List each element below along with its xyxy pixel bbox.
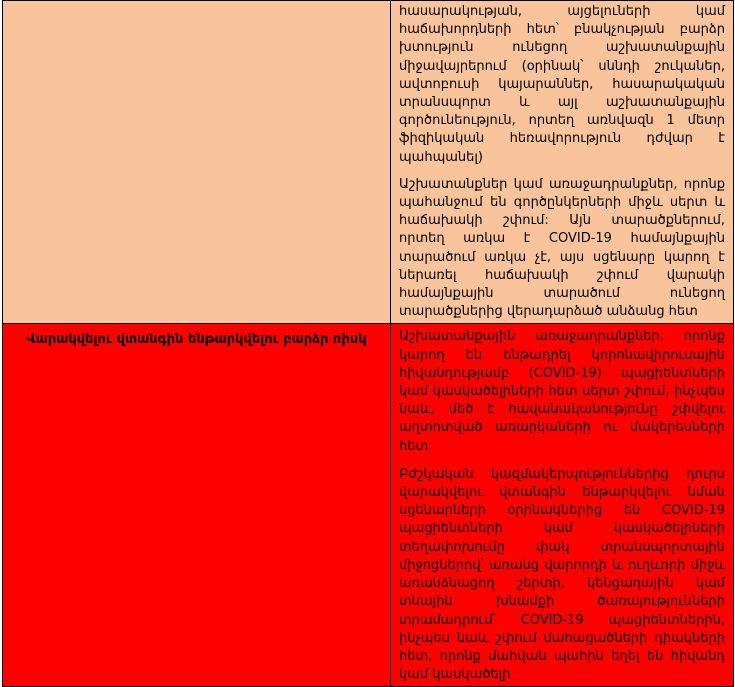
table-row-high-risk [3, 324, 734, 687]
risk-label-cell [3, 324, 391, 687]
risk-level-table [2, 0, 734, 687]
description-paragraph: Աշխատանքներ կամ առաջադրանքներ, որոնք պահանջում են գործընկերների միջև սերտ և հաճախակի շփում: Այն տարածքներում, որտեղ առկա է COVID-19 համայնքային տարածում առկա չէ, այս սցենարը կարող է ներառել հաճախակի շփում վարակի համայնքային տարածում ունեցող տարածքներից վերադարձած անձանց հետ [399, 176, 725, 320]
risk-level-label: Վարակվելու վտանգին ենթարկվելու բարձր ռիսկ [26, 332, 367, 348]
description-paragraph: հասարակության, այցելուների կամ հաճախորդների հետ՝ բնակչության բարձր խտություն ունեցող աշխատանքային միջավայրերում (օրինակ՝ սննդի շուկաներ, ավտոբուսի կայարաններ, հասարակական տրանսպորտ և այլ աշխատանքային գործունեություն, որտեղ առնվազն 1 մետր ֆիզիկական հեռավորություն դժվար է պահպանել) [399, 4, 725, 165]
risk-description-cell [391, 1, 734, 324]
table-row-medium-risk [3, 1, 734, 324]
risk-label-cell [3, 1, 391, 324]
risk-description-cell [391, 324, 734, 687]
description-paragraph: Բժշկական կազմակերպություններից դուրս վարակվելու վտանգին ենթարկվելու նման սցենարների օրինակներից են COVID-19 պացիենտների կամ կասկածելիների տեղափոխումը փակ տրանսպորտային միջոցներով՝ առանց վարորդի և ուղևորի միջև առանձնացող շերտի, կենցաղային կամ տնային խնամքի ծառայությունների տրամադրում՝ COVID-19 պացիենտներին, ինչպես նաև շփում մահացածների դիակների հետ, որոնք մահվան պահին եղել են հիվանդ կամ կասկածելի [399, 466, 725, 683]
risk-level-label [3, 1, 390, 8]
description-paragraph: Աշխատանքային առաջադրանքներ, որոնք կարող են ենթադրել կորոնավիրուսային հիվանդությամբ (COVID-19) պացիենտների կամ կասկածելիների հետ սերտ շփում, ինչպես նաև, մեծ է հավանականությունը շփվելու աղտոտված առարկաների ու մակերեսների հետ [399, 329, 725, 454]
